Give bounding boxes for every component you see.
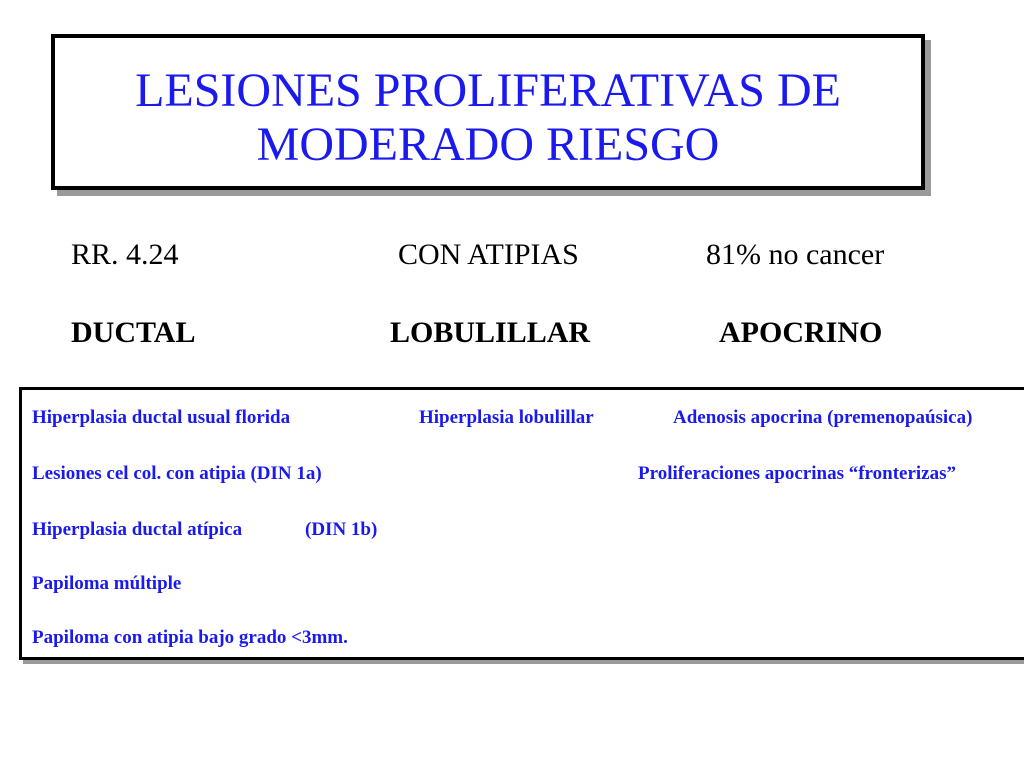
type-lobulillar: LOBULILLAR <box>390 316 591 349</box>
lesion-papiloma-multiple: Papiloma múltiple <box>32 573 182 594</box>
lesion-lobulillar: Hiperplasia lobulillar <box>419 407 594 428</box>
lesion-din-1b: (DIN 1b) <box>305 519 378 540</box>
slide-title <box>55 64 921 172</box>
title-box <box>51 34 925 190</box>
lesion-cel-col-atipia: Lesiones cel col. con atipia (DIN 1a) <box>32 463 322 484</box>
atypia-label: CON ATIPIAS <box>398 238 579 271</box>
lesion-ductal-usual: Hiperplasia ductal usual florida <box>32 407 291 428</box>
lesion-list-box <box>19 387 1024 660</box>
lesion-papiloma-atipia: Papiloma con atipia bajo grado <3mm. <box>32 627 348 648</box>
relative-risk: RR. 4.24 <box>71 238 179 271</box>
lesion-ductal-atipica: Hiperplasia ductal atípica <box>32 519 243 540</box>
type-ductal: DUCTAL <box>71 316 196 349</box>
lesion-proliferaciones-apocrinas: Proliferaciones apocrinas “fronterizas” <box>638 463 957 484</box>
lesion-type-row <box>0 316 1024 356</box>
title-line-2: MODERADO RIESGO <box>256 118 720 171</box>
lesion-adenosis-apocrina: Adenosis apocrina (premenopaúsica) <box>673 407 973 428</box>
no-cancer-stat: 81% no cancer <box>706 238 885 271</box>
type-apocrino: APOCRINO <box>719 316 883 349</box>
title-line-1: LESIONES PROLIFERATIVAS DE <box>135 64 841 117</box>
risk-info-row <box>0 238 1024 278</box>
